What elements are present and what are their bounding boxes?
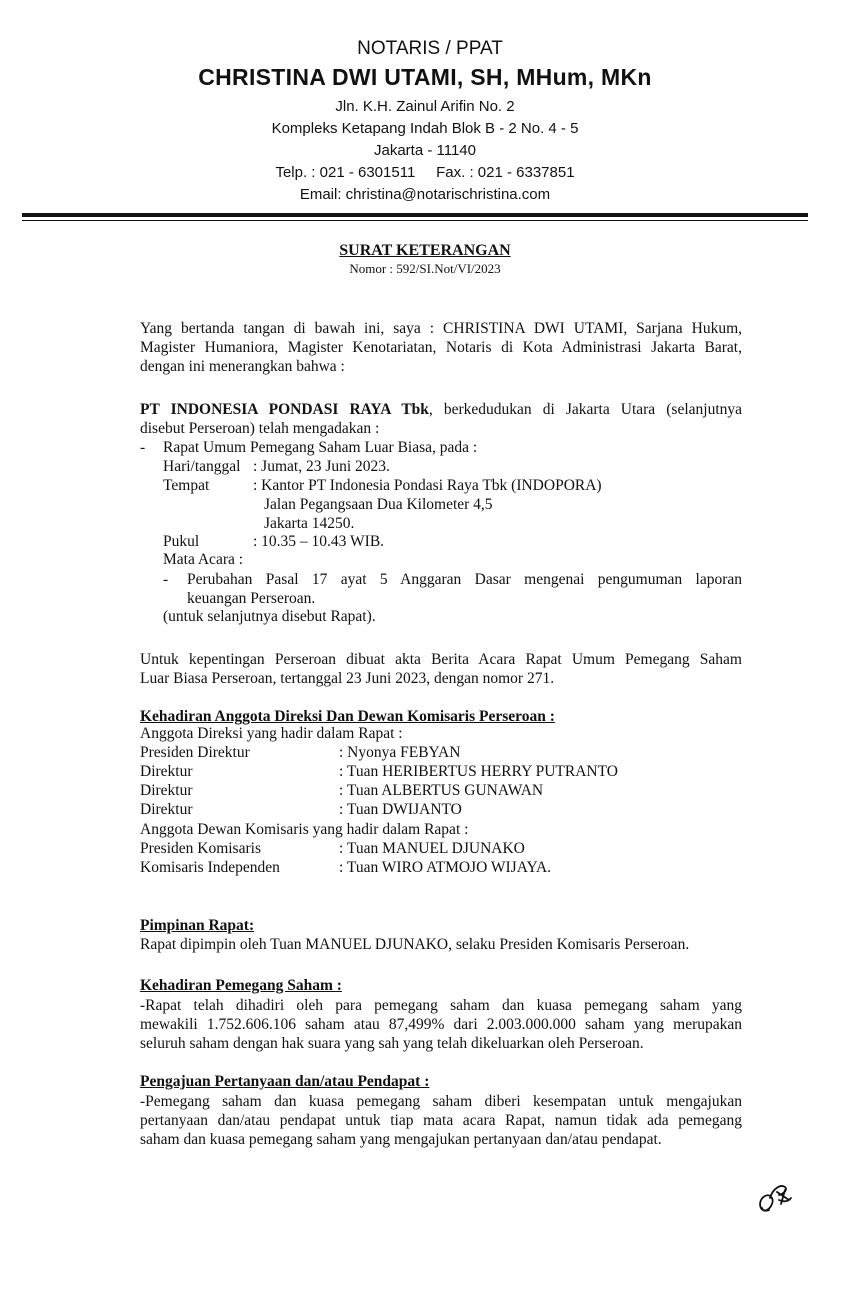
meeting-dash: - <box>140 439 146 456</box>
meeting-day-label: Hari/tanggal <box>163 458 241 475</box>
deed-line-1: Untuk kepentingan Perseroan dibuat akta Berita Acara Rapat Umum Pemegang Saham <box>140 651 742 668</box>
director-role: Direktur <box>140 763 193 780</box>
commissioners-intro: Anggota Dewan Komisaris yang hadir dalam Rapat : <box>140 821 469 838</box>
shareholders-heading: Kehadiran Pemegang Saham : <box>140 977 342 994</box>
deed-line-2: Luar Biasa Perseroan, tertanggal 23 Juni 2023, dengan nomor 271. <box>140 670 555 687</box>
document-number: Nomor : 592/SI.Not/VI/2023 <box>349 261 501 276</box>
director-role: Direktur <box>140 782 193 799</box>
address-city: Jakarta - 11140 <box>373 142 476 159</box>
meeting-type: Rapat Umum Pemegang Saham Luar Biasa, pada : <box>163 439 478 456</box>
meeting-agenda-line-1: Perubahan Pasal 17 ayat 5 Anggaran Dasar mengenai pengumuman laporan <box>187 571 742 588</box>
meeting-day-value: : Jumat, 23 Juni 2023. <box>253 458 390 475</box>
commissioner-role: Presiden Komisaris <box>140 840 261 857</box>
company-line-1-rest: , berkedudukan di Jakarta Utara (selanjutnya <box>428 401 743 418</box>
director-role: Presiden Direktur <box>140 744 250 761</box>
chair-text: Rapat dipimpin oleh Tuan MANUEL DJUNAKO, selaku Presiden Komisaris Perseroan. <box>140 936 690 953</box>
commissioner-name: : Tuan WIRO ATMOJO WIJAYA. <box>339 859 552 876</box>
commissioner-role: Komisaris Independen <box>140 859 280 876</box>
director-name: : Nyonya FEBYAN <box>339 744 461 761</box>
meeting-time-value: : 10.35 – 10.43 WIB. <box>253 533 385 550</box>
company-line-2: disebut Perseroan) telah mengadakan : <box>140 420 380 437</box>
company-line-1 <box>140 400 742 419</box>
notary-name: CHRISTINA DWI UTAMI, SH, MHum, MKn <box>198 64 652 90</box>
letterhead-rule-thick <box>22 213 808 217</box>
meeting-agenda-dash: - <box>163 571 169 588</box>
document-title: SURAT KETERANGAN <box>339 242 511 259</box>
director-name: : Tuan ALBERTUS GUNAWAN <box>339 782 544 799</box>
document-title-block <box>0 242 850 277</box>
attendance-heading: Kehadiran Anggota Direksi Dan Dewan Komisaris Perseroan : <box>140 708 555 725</box>
director-role: Direktur <box>140 801 193 818</box>
director-name: : Tuan HERIBERTUS HERRY PUTRANTO <box>339 763 618 780</box>
shareholders-line-2: mewakili 1.752.606.106 saham atau 87,499% dari 2.003.000.000 saham yang merupakan <box>140 1016 742 1033</box>
directors-intro: Anggota Direksi yang hadir dalam Rapat : <box>140 725 403 742</box>
meeting-place-value: : Kantor PT Indonesia Pondasi Raya Tbk (INDOPORA) <box>253 477 602 494</box>
questions-heading: Pengajuan Pertanyaan dan/atau Pendapat : <box>140 1073 430 1090</box>
questions-line-1: -Pemegang saham dan kuasa pemegang saham diberi kesempatan untuk mengajukan <box>140 1093 742 1110</box>
meeting-agenda-line-2: keuangan Perseroan. <box>187 590 316 607</box>
company-name: PT INDONESIA PONDASI RAYA Tbk <box>140 401 429 418</box>
intro-line-3: dengan ini menerangkan bahwa : <box>140 358 345 375</box>
address-line-2: Kompleks Ketapang Indah Blok B - 2 No. 4 - 5 <box>271 120 579 137</box>
meeting-time-label: Pukul <box>163 533 200 550</box>
meeting-place-line-3: Jakarta 14250. <box>264 515 355 532</box>
meeting-place-label: Tempat <box>163 477 210 494</box>
paraf-signature-icon <box>755 1178 795 1220</box>
chair-heading: Pimpinan Rapat: <box>140 917 255 934</box>
director-name: : Tuan DWIJANTO <box>339 801 462 818</box>
email: Email: christina@notarischristina.com <box>299 186 551 203</box>
notary-role: NOTARIS / PPAT <box>357 38 503 59</box>
questions-line-3: saham dan kuasa pemegang saham yang mengajukan pertanyaan dan/atau pendapat. <box>140 1131 662 1148</box>
address-line-1: Jln. K.H. Zainul Arifin No. 2 <box>335 98 515 115</box>
meeting-agenda-label: Mata Acara : <box>163 551 244 568</box>
shareholders-line-1: -Rapat telah dihadiri oleh para pemegang saham dan kuasa pemegang saham yang <box>140 997 742 1014</box>
intro-line-1: Yang bertanda tangan di bawah ini, saya : CHRISTINA DWI UTAMI, Sarjana Hukum, <box>140 320 742 337</box>
meeting-closing: (untuk selanjutnya disebut Rapat). <box>163 608 376 625</box>
shareholders-line-3: seluruh saham dengan hak suara yang sah yang telah dikeluarkan oleh Perseroan. <box>140 1035 644 1052</box>
letterhead-rule-thin <box>22 220 808 221</box>
meeting-place-line-2: Jalan Pegangsaan Dua Kilometer 4,5 <box>264 496 493 513</box>
phone-fax: Telp. : 021 - 6301511 Fax. : 021 - 6337851 <box>275 164 575 181</box>
intro-line-2: Magister Humaniora, Magister Kenotariatan, Notaris di Kota Administrasi Jakarta Barat, <box>140 339 742 356</box>
commissioner-name: : Tuan MANUEL DJUNAKO <box>339 840 525 857</box>
questions-line-2: pertanyaan dan/atau pendapat untuk tiap mata acara Rapat, namun tidak ada pemegang <box>140 1112 742 1129</box>
letterhead <box>0 38 850 206</box>
